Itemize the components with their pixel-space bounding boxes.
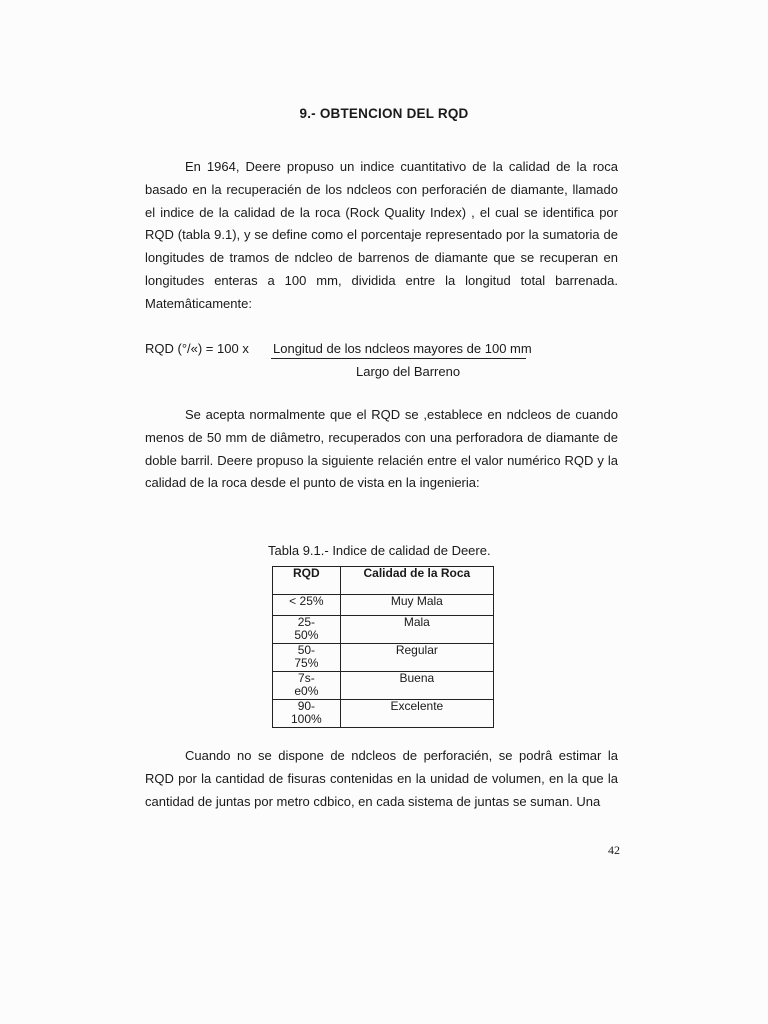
table-cell-calidad: Excelente [340,700,493,728]
table-cell-calidad: Regular [340,644,493,672]
fraction-bar [271,358,526,359]
table-cell-rqd: 25- 50% [273,616,341,644]
table-row [273,595,494,616]
page-number: 42 [608,843,620,857]
formula-numerator: Longitud de los ndcleos mayores de 100 mm [273,341,532,356]
table-caption: Tabla 9.1.- Indice de calidad de Deere. [268,543,491,558]
table-cell-calidad: Mala [340,616,493,644]
table-cell-calidad: Buena [340,672,493,700]
rqd-table [272,566,494,728]
table-header-row [273,567,494,595]
table-row [273,700,494,728]
paragraph-intro-text: En 1964, Deere propuso un indice cuantitativo de la calidad de la roca basado en la recuperacién de los ndcleos con perforacién de diamante, llamado el indice de la calidad de la roca (Rock Quality Index) , el cual se identifica por RQD (tabla 9.1), y se define como el porcentaje representado por la sumatoria de longitudes de tramos de ndcleo de barrenos de diamante que se recuperan en longitudes enteras a 100 mm, dividida entre la longitud total barrenada. Matemâticamente: [145,159,618,311]
table-cell-rqd: 90- 100% [273,700,341,728]
table-header-rqd: RQD [273,567,341,595]
paragraph-deere-text: Se acepta normalmente que el RQD se ,establece en ndcleos de cuando menos de 50 mm de diâmetro, recuperados con una perforadora de diamante de doble barril. Deere propuso la siguiente relacién entre el valor numérico RQD y la calidad de la roca desde el punto de vista en la ingenieria: [145,407,618,491]
paragraph-intro [145,156,618,316]
table-cell-rqd: < 25% [273,595,341,616]
paragraph-fisuras-text: Cuando no se dispone de ndcleos de perforacién, se podrâ estimar la RQD por la cantidad de fisuras contenidas en la unidad de volumen, en la que la cantidad de juntas por metro cdbico, en cada sistema de juntas se suman. Una [145,748,618,809]
table-cell-rqd: 7s- e0% [273,672,341,700]
section-title: 9.- OBTENCION DEL RQD [299,106,469,121]
table-row [273,644,494,672]
table-cell-rqd: 50- 75% [273,644,341,672]
formula-denominator: Largo del Barreno [356,364,461,379]
paragraph-deere [145,404,618,495]
table-header-calidad: Calidad de la Roca [340,567,493,595]
table-cell-calidad: Muy Mala [340,595,493,616]
paragraph-fisuras [145,745,618,813]
table-row [273,672,494,700]
table-row [273,616,494,644]
formula-left-side: RQD (°/«) = 100 x [145,341,249,356]
